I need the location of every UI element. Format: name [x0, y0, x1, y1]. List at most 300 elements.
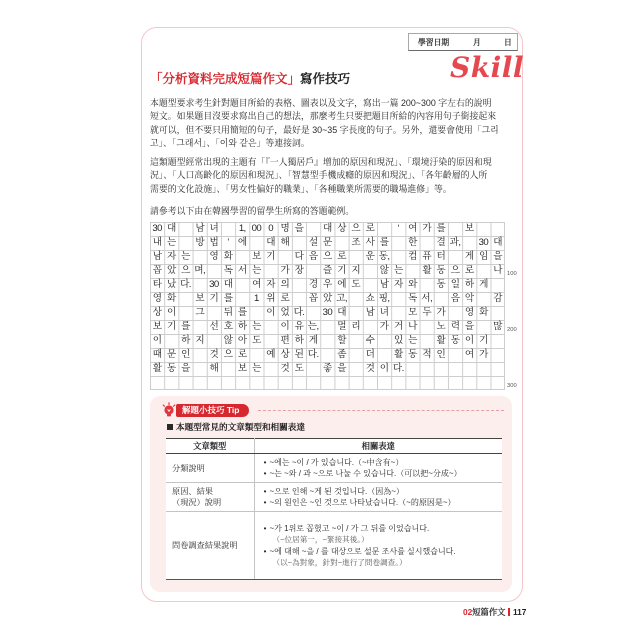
grid-cell: 을: [337, 363, 346, 374]
grid-cell: 해: [280, 237, 290, 248]
tip-divider: [258, 410, 504, 411]
grid-row: [150, 250, 505, 264]
grid-cell: 았: [166, 265, 176, 276]
grid-cell: 거: [393, 321, 403, 332]
grid-cell: 과,: [449, 237, 461, 248]
tip-subtitle-text: 本題型常見的文章類型和相關表達: [176, 422, 305, 432]
grid-cell: [249, 306, 263, 320]
grid-cell: 대: [166, 223, 176, 234]
grid-cell: 핑,: [378, 293, 390, 304]
grid-cell: 하: [294, 335, 304, 346]
page-number: 117: [512, 607, 527, 617]
expression-item: [261, 523, 503, 535]
grid-cell: 로: [337, 251, 346, 262]
grid-cell: [264, 334, 278, 348]
grid-cell: [178, 292, 192, 306]
chapter-title: 短篇作文: [472, 607, 506, 617]
section-title-rest: 寫作技巧: [300, 72, 351, 86]
grid-cell: 방: [195, 237, 204, 248]
grid-cell: 영: [464, 307, 474, 318]
page-footer: [463, 606, 527, 618]
grid-cell: [235, 250, 249, 264]
grid-cell: 대: [266, 237, 275, 248]
grid-cell: [178, 236, 192, 250]
grid-cell: 것: [209, 349, 219, 360]
grid-cell: [306, 306, 320, 320]
grid-cell: 해: [209, 363, 219, 374]
grid-cell: 가: [379, 321, 389, 332]
grid-cell: 녀: [379, 307, 389, 318]
grid-cell: 적: [422, 349, 431, 360]
grid-cell: 여: [252, 279, 261, 290]
table-row: [166, 483, 502, 512]
grid-cell: 났: [166, 279, 176, 290]
grid-cell: 다.: [180, 279, 191, 290]
grid-cell: 사: [365, 237, 375, 248]
grid-cell: [448, 348, 462, 362]
grid-cell: 컴: [408, 251, 417, 262]
grid-cell: 음: [450, 293, 460, 304]
grid-cell: [264, 264, 278, 278]
bullet-icon: •: [263, 546, 267, 556]
grid-cell: 선: [209, 321, 219, 332]
table-header-type: 文章類型: [166, 439, 254, 454]
grid-cell: 모: [408, 307, 417, 318]
grid-row: [150, 292, 505, 306]
grid-cell: 음: [308, 251, 318, 262]
paragraph-line: 況」、「人口高齡化的原因和現況」、「智慧型手機成癮的原因和現況」、「各年齡層的人所: [150, 170, 488, 181]
grid-cell: 더: [365, 349, 375, 360]
grid-cell: 경: [308, 279, 318, 290]
grid-cell: [349, 292, 363, 306]
grid-cell: [193, 362, 207, 376]
section-title: [150, 71, 350, 87]
expression-gloss: （可以把~分成~）: [396, 469, 462, 478]
grid-cell: 하: [237, 321, 247, 332]
grid-cell: 에: [237, 237, 247, 248]
grid-cell: 이: [464, 335, 474, 346]
grid-cell: [235, 292, 249, 306]
skill-logo: Skill: [450, 51, 525, 84]
grid-cell: 는: [166, 237, 176, 248]
grid-cell: 위: [266, 293, 275, 304]
grid-cell: [391, 292, 405, 306]
grid-cell: [420, 278, 434, 292]
grid-cell: [349, 348, 363, 362]
grid-cell: 30: [478, 237, 489, 248]
expression-text: ~는 ~와 / 과 ~으로 나눌 수 있습니다.: [269, 469, 397, 478]
grid-cell: [235, 278, 249, 292]
grid-cell: 조: [351, 237, 361, 248]
section-title-highlight: 「分析資料完成短篇作文」: [150, 72, 301, 86]
grid-cell: [405, 264, 419, 278]
grid-cell: 수: [365, 335, 375, 346]
grid-row: [150, 264, 505, 278]
grid-cell: ’: [227, 237, 229, 248]
expression-text: ~가 1위로 꼽혔고 ~이 / 가 그 뒤를 이었습니다.: [269, 523, 430, 533]
grid-cell: 는: [252, 363, 261, 374]
grid-cell: 동: [436, 279, 446, 290]
char-count-marker: 300: [507, 383, 517, 389]
grid-cell: 편: [280, 335, 290, 346]
grid-cell: 멀: [337, 321, 346, 332]
tip-subtitle: [167, 421, 305, 433]
grid-cell: 1: [254, 293, 259, 304]
grid-cell: 동: [166, 363, 176, 374]
grid-cell: [334, 236, 348, 250]
grid-cell: 는: [252, 321, 261, 332]
grid-cell: [420, 320, 434, 334]
grid-cell: 있: [393, 335, 403, 346]
expression-item: [261, 497, 503, 509]
grid-cell: [476, 264, 490, 278]
grid-cell: 할: [337, 335, 346, 346]
grid-cell: 이: [152, 335, 162, 346]
grid-cell: 대: [223, 279, 233, 290]
grid-row: [150, 306, 505, 320]
footer-divider: [508, 608, 510, 616]
grid-cell: [193, 348, 207, 362]
grid-cell: [178, 222, 192, 236]
grid-cell: [207, 334, 221, 348]
expressions-table: [166, 438, 502, 580]
grid-cell: [391, 236, 405, 250]
grid-cell: 1,: [238, 223, 246, 234]
grid-cell: [363, 278, 377, 292]
grid-cell: 는: [408, 335, 417, 346]
grid-cell: 영: [209, 251, 219, 262]
grid-cell: 운: [365, 251, 375, 262]
grid-cell: [476, 292, 490, 306]
grid-cell: 서,: [421, 293, 433, 304]
expression-text: ~으로 인해 ~게 된 것입니다.: [269, 486, 368, 496]
grid-cell: 터: [436, 251, 446, 262]
grid-cell: 을: [181, 363, 190, 374]
grid-cell: 화: [223, 251, 233, 262]
grid-cell: 다.: [307, 349, 319, 360]
grid-cell: 았: [323, 293, 332, 304]
grid-cell: [207, 264, 221, 278]
grid-cell: 보: [237, 363, 247, 374]
grid-cell: 이: [266, 307, 275, 318]
grid-cell: [221, 222, 235, 236]
grid-cell: [434, 292, 448, 306]
grid-cell: [377, 348, 391, 362]
grid-cell: 동: [436, 265, 446, 276]
grid-cell: [476, 320, 490, 334]
grid-cell: [420, 236, 434, 250]
grid-cell: 을: [493, 251, 502, 262]
grid-cell: 로: [365, 223, 375, 234]
grid-cell: 상: [337, 223, 346, 234]
grid-cell: 30: [152, 223, 162, 234]
grid-cell: 에: [337, 279, 346, 290]
grid-cell: [363, 264, 377, 278]
grid-cell: 인: [181, 349, 190, 360]
bullet-icon: •: [263, 457, 267, 467]
grid-cell: 자: [266, 279, 275, 290]
grid-cell: 결: [436, 237, 446, 248]
grid-cell: 않: [379, 265, 389, 276]
grid-cell: [420, 334, 434, 348]
grid-cell: 으: [323, 251, 332, 262]
article-type-cell: [166, 512, 254, 580]
grid-cell: 었: [280, 307, 290, 318]
grid-cell: ‘: [397, 223, 400, 234]
grid-cell: 는: [393, 265, 403, 276]
grid-cell: 남: [379, 279, 389, 290]
grid-cell: 의: [280, 279, 290, 290]
expression-gloss: （~位居第一，~緊接其後。）: [272, 535, 369, 544]
grid-cell: 를: [379, 237, 389, 248]
grid-cell: [292, 278, 306, 292]
study-date-box: [408, 33, 518, 51]
grid-cell: 게: [308, 335, 318, 346]
manuscript-grid: [150, 222, 505, 390]
grid-cell: 서: [237, 265, 247, 276]
table-header-expressions: 相關表達: [254, 439, 502, 454]
grid-cell: 호: [223, 321, 233, 332]
bullet-icon: •: [263, 486, 267, 496]
grid-cell: 즐: [323, 265, 332, 276]
day-label: 日: [504, 38, 512, 47]
grid-cell: 것: [280, 363, 290, 374]
grid-cell: 이: [166, 307, 176, 318]
grid-cell: 나: [493, 265, 502, 276]
grid-cell: [377, 222, 391, 236]
lightbulb-icon: [161, 402, 177, 418]
grid-cell: [264, 320, 278, 334]
char-count-marker: 200: [507, 327, 517, 333]
grid-cell: 대: [493, 237, 502, 248]
grid-cell: 문: [166, 349, 176, 360]
grid-cell: 두: [422, 307, 431, 318]
grid-cell: 대: [337, 307, 346, 318]
grid-cell: 된: [294, 349, 304, 360]
grid-cell: 동: [408, 349, 417, 360]
grid-cell: 쇼: [365, 293, 375, 304]
grid-cell: 보: [152, 321, 162, 332]
grid-cell: [249, 236, 263, 250]
grid-cell: 00: [251, 223, 262, 234]
grid-cell: 그: [195, 307, 204, 318]
bullet-icon: •: [263, 523, 267, 533]
grid-cell: 으: [223, 349, 233, 360]
grid-cell: 다.: [392, 363, 404, 374]
grid-cell: 기: [166, 321, 176, 332]
grid-cell: 화: [166, 293, 176, 304]
grid-cell: 지: [351, 265, 361, 276]
grid-cell: 않: [223, 335, 233, 346]
grid-cell: 를: [181, 321, 190, 332]
grid-cell: 활: [436, 335, 446, 346]
grid-cell: 남: [365, 307, 375, 318]
grid-cell: 상: [152, 307, 162, 318]
grid-cell: [292, 236, 306, 250]
grid-cell: 보: [195, 293, 204, 304]
grid-cell: 때: [152, 349, 162, 360]
grid-cell: 아: [237, 335, 247, 346]
grid-cell: 동: [450, 335, 460, 346]
expression-item: [261, 468, 503, 480]
grid-cell: [391, 250, 405, 264]
grid-cell: 는: [181, 251, 190, 262]
grid-cell: 화: [479, 307, 488, 318]
square-bullet-icon: [167, 424, 173, 430]
grid-cell: 좋: [323, 363, 332, 374]
grid-cell: 자: [166, 251, 176, 262]
grid-cell: 으: [181, 265, 190, 276]
grid-cell: 기: [479, 335, 488, 346]
grid-cell: [306, 362, 320, 376]
grid-cell: 하: [464, 279, 474, 290]
expression-item: [261, 546, 503, 558]
grid-cell: 을: [464, 321, 474, 332]
grid-cell: 리: [351, 321, 361, 332]
grid-cell: 보: [252, 251, 261, 262]
grid-cell: [207, 306, 221, 320]
grid-cell: 녀: [209, 223, 219, 234]
grid-cell: 문: [323, 237, 332, 248]
grid-cell: 일: [450, 279, 460, 290]
grid-cell: 남: [152, 251, 162, 262]
article-type-label: 原因、結果: [172, 487, 213, 496]
grid-cell: 가: [422, 223, 431, 234]
grid-row: [150, 362, 505, 376]
grid-cell: 보: [464, 223, 474, 234]
expressions-cell: [254, 454, 502, 483]
grid-cell: 지: [195, 335, 204, 346]
grid-row: [150, 348, 505, 362]
grid-cell: 퓨: [422, 251, 431, 262]
bullet-icon: •: [263, 498, 267, 507]
topics-paragraph: [150, 156, 492, 196]
grid-cell: 동,: [378, 251, 390, 262]
grid-cell: 게: [464, 251, 474, 262]
grid-cell: [462, 236, 476, 250]
grid-cell: [391, 306, 405, 320]
expression-gloss: （~中含有~）: [354, 457, 404, 467]
grid-cell: 0: [268, 223, 273, 234]
grid-cell: 고,: [336, 293, 347, 304]
grid-cell: [306, 222, 320, 236]
grid-cell: 으: [450, 265, 460, 276]
expression-item: [261, 457, 503, 469]
grid-cell: 기: [209, 293, 219, 304]
grid-cell: 악: [464, 293, 474, 304]
grid-cell: 으: [351, 223, 361, 234]
grid-cell: 는: [252, 265, 261, 276]
table-row: [166, 512, 502, 580]
grid-cell: 이: [379, 363, 389, 374]
grid-row: [150, 222, 505, 236]
table-row: [166, 454, 502, 483]
grid-cell: 로: [464, 265, 474, 276]
grid-cell: [320, 334, 334, 348]
grid-cell: 독: [223, 265, 233, 276]
sample-intro: [150, 205, 354, 218]
table-header-row: [166, 439, 502, 454]
expression-text: ~에 대해 ~을 / 를 대상으로 설문 조사를 실시했습니다.: [269, 546, 456, 556]
article-type-label: 問卷調查結果說明: [172, 541, 238, 550]
grid-cell: 도: [252, 335, 261, 346]
paragraph-line: 고」、「그래서」、「이와 같은」等連接詞。: [150, 138, 310, 149]
paragraph-line: 需要的文化設施」、「男女性偏好的職業」、「各種職業所需要的職場進修」等。: [150, 183, 452, 194]
grid-cell: 는,: [307, 321, 319, 332]
article-type-cell: [166, 483, 254, 512]
grid-cell: [320, 320, 334, 334]
grid-cell: 독: [408, 293, 417, 304]
grid-cell: 여: [464, 349, 474, 360]
bullet-icon: •: [263, 469, 267, 478]
grid-cell: [377, 334, 391, 348]
grid-cell: 좀: [337, 349, 346, 360]
grid-cell: [349, 362, 363, 376]
grid-cell: 도: [294, 363, 304, 374]
grid-cell: [193, 250, 207, 264]
grid-cell: [193, 278, 207, 292]
grid-cell: 많: [493, 321, 502, 332]
grid-cell: 다: [294, 251, 304, 262]
grid-cell: 를: [436, 223, 446, 234]
grid-cell: 노: [436, 321, 446, 332]
article-type-label: （現況）說明: [172, 498, 222, 507]
grid-cell: 남: [195, 223, 204, 234]
grid-cell: 며,: [194, 265, 206, 276]
grid-cell: 활: [422, 265, 431, 276]
grid-cell: [349, 334, 363, 348]
grid-cell: [278, 250, 292, 264]
grid-cell: [349, 306, 363, 320]
chapter-number: 02: [463, 607, 473, 617]
paragraph-line: 短文。如果題目沒要求寫出自己的想法，那麼考生只要把題目所給的內容用句子銜接起來: [150, 111, 497, 122]
expression-gloss: （~的原因是~）: [398, 498, 456, 507]
grid-cell: [320, 348, 334, 362]
grid-row: [150, 334, 505, 348]
expression-item: [261, 486, 503, 498]
grid-cell: 가: [280, 265, 290, 276]
grid-cell: 뒤: [223, 307, 233, 318]
grid-cell: 30: [322, 307, 333, 318]
grid-cell: 을: [294, 223, 304, 234]
grid-cell: 기: [266, 251, 275, 262]
grid-cell: [292, 292, 306, 306]
grid-cell: 인: [436, 349, 446, 360]
grid-cell: 이: [280, 321, 290, 332]
grid-cell: 가: [479, 349, 488, 360]
grid-row: [150, 236, 505, 250]
expressions-cell: [254, 483, 502, 512]
grid-cell: 와: [408, 279, 417, 290]
grid-row: [150, 278, 505, 292]
grid-cell: 30: [209, 279, 219, 290]
grid-cell: [448, 306, 462, 320]
grid-cell: 감: [493, 293, 502, 304]
expression-text: ~에는 ~이 / 가 있습니다.: [269, 457, 355, 467]
grid-cell: 우: [323, 279, 332, 290]
grid-cell: 게: [479, 279, 488, 290]
study-date-label: 學習日期: [418, 38, 450, 47]
paragraph-line: 就可以，但不要只用簡短的句子，最好是 30~35 字長度的句子。另外，還要會使用「그리: [150, 124, 499, 135]
grid-cell: 한: [408, 237, 417, 248]
grid-cell: 를: [237, 307, 247, 318]
grid-cell: [249, 348, 263, 362]
grid-cell: 여: [408, 223, 417, 234]
grid-cell: [306, 264, 320, 278]
grid-cell: [178, 306, 192, 320]
char-count-marker: 100: [507, 271, 517, 277]
grid-cell: [164, 334, 178, 348]
